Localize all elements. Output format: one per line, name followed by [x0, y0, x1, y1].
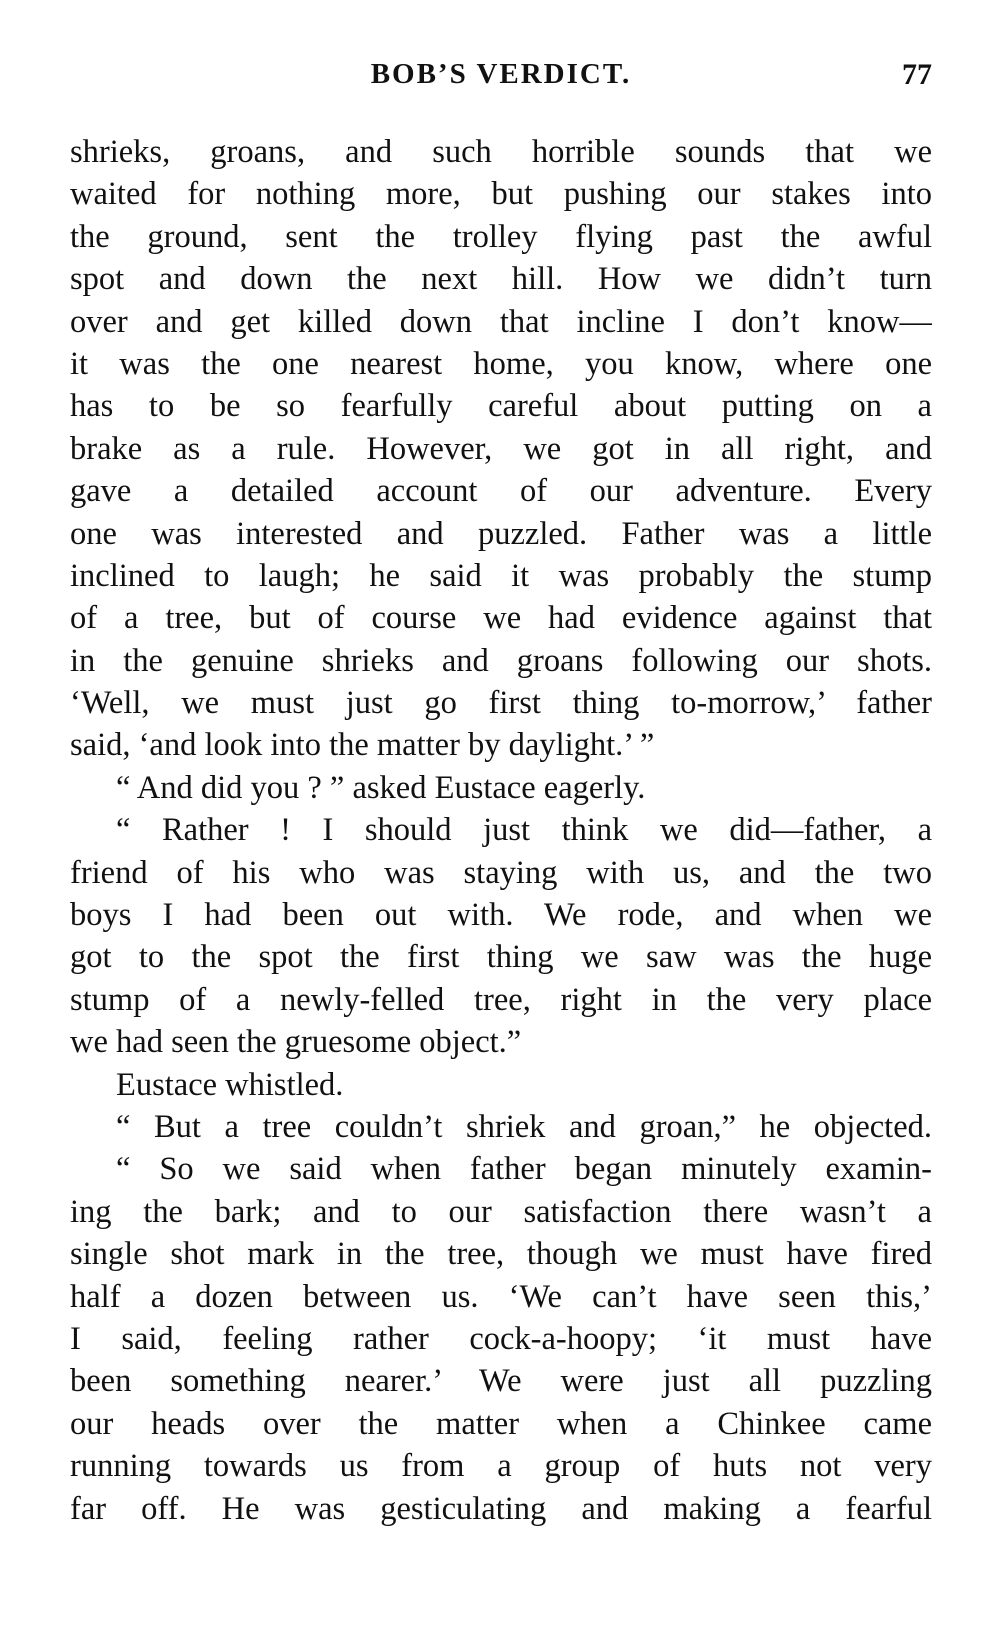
body-text [70, 131, 932, 1530]
text-line: shrieks, groans, and such horrible sounds that we [70, 134, 932, 170]
text-line: one was interested and puzzled. Father was a little [70, 515, 932, 552]
text-line: our heads over the matter when a Chinkee came [70, 1405, 932, 1442]
text-line: it was the one nearest home, you know, where one [70, 345, 932, 382]
chapter-title: BOB’S VERDICT. [370, 58, 632, 90]
text-line: I said, feeling rather cock-a-hoopy; ‘it must have [70, 1320, 932, 1357]
text-line: gave a detailed account of our adventure. Every [70, 473, 932, 510]
text-line: “ And did you ? ” asked Eustace eagerly. [116, 769, 646, 806]
text-line: been something nearer.’ We were just all puzzling [70, 1363, 932, 1400]
running-head [70, 58, 932, 98]
text-line: half a dozen between us. ‘We can’t have seen this,’ [70, 1278, 932, 1315]
text-line: running towards us from a group of huts not very [70, 1448, 932, 1485]
text-line: stump of a newly-felled tree, right in the very place [70, 981, 932, 1018]
text-line: “ So we said when father began minutely examin- [116, 1151, 932, 1188]
text-line: far off. He was gesticulating and making a fearful [70, 1490, 932, 1527]
page-number: 77 [902, 58, 932, 91]
text-line: boys I had been out with. We rode, and when we [70, 897, 932, 934]
text-line: of a tree, but of course we had evidence against that [70, 600, 932, 637]
text-line: the ground, sent the trolley flying past the awful [70, 218, 932, 255]
text-line: friend of his who was staying with us, and the two [70, 854, 932, 891]
text-line: over and get killed down that incline I don’t know— [70, 303, 932, 340]
text-line: waited for nothing more, but pushing our stakes into [70, 176, 932, 213]
text-line: single shot mark in the tree, though we must have fired [70, 1236, 932, 1273]
text-line: brake as a rule. However, we got in all right, and [70, 430, 932, 467]
text-line: spot and down the next hill. How we didn’t turn [70, 261, 932, 298]
text-line: ing the bark; and to our satisfaction there wasn’t a [70, 1193, 932, 1230]
text-line: in the genuine shrieks and groans following our shots. [70, 642, 932, 679]
text-line: inclined to laugh; he said it was probably the stump [70, 557, 932, 594]
text-line: ‘Well, we must just go first thing to-morrow,’ father [70, 685, 932, 722]
text-line: said, ‘and look into the matter by daylight.’ ” [70, 727, 655, 764]
text-line: Eustace whistled. [116, 1066, 344, 1103]
text-line: we had seen the gruesome object.” [70, 1024, 522, 1061]
text-line: got to the spot the first thing we saw was the huge [70, 939, 932, 976]
text-line: “ Rather ! I should just think we did—father, a [116, 812, 932, 849]
text-line: has to be so fearfully careful about putting on a [70, 388, 932, 425]
text-line: “ But a tree couldn’t shriek and groan,” he objected. [116, 1108, 932, 1145]
